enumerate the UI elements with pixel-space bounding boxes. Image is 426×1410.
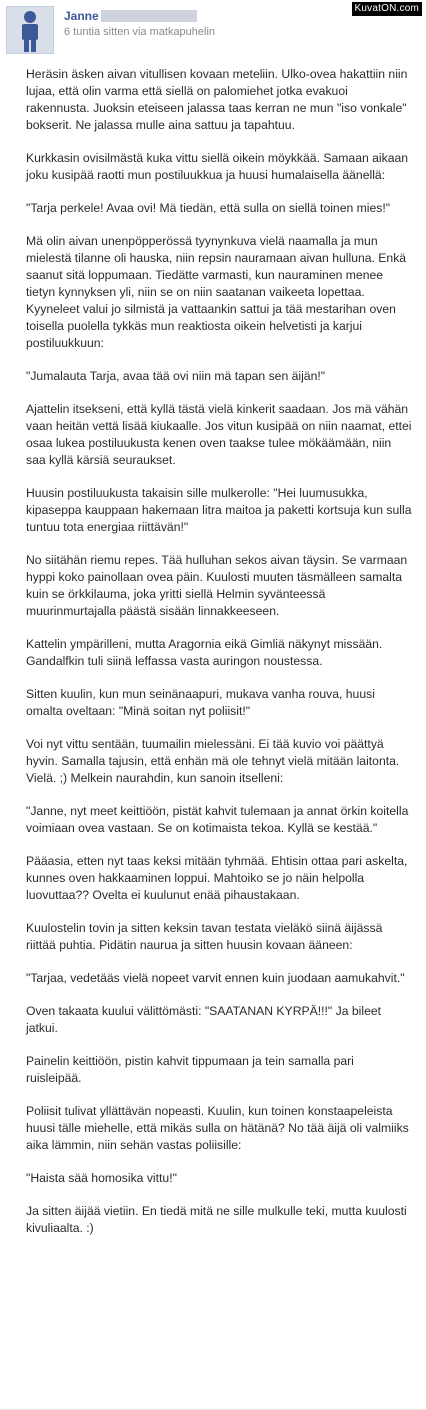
default-silhouette-icon	[7, 7, 53, 53]
avatar[interactable]	[6, 6, 54, 54]
post-paragraph: Huusin postiluukusta takaisin sille mulkerolle: "Hei luumusukka, kipaseppa kauppaan hakemaan litra maitoa ja paketti kortsuja kun sulla tuntuu tota energiaa riittävän!"	[26, 486, 412, 534]
post-paragraph: "Tarja perkele! Avaa ovi! Mä tiedän, että sulla on siellä toinen mies!"	[26, 201, 391, 215]
post-paragraph: Ajattelin itsekseni, että kyllä tästä vielä kinkerit saadaan. Jos mä vähän vaan heitän vettä lisää kiukaalle. Jos vitun kusipää on niin naamat, ettei osaa lukea postiluukusta kenen oven taakse tulee mökäämään, niin saa kyllä kärsiä seuraukset.	[26, 402, 412, 467]
post-paragraph: No siitähän riemu repes. Tää hulluhan sekos aivan täysin. Se varmaan hyppi koko painollaan ovea päin. Kuulosti muuten täsmälleen samalta kuin se örkkilauma, joka yritti siellä Helmin syvänteessä muurinmurtajalla päästä sisään linnakkeeseen.	[26, 553, 408, 618]
post-paragraph: Heräsin äsken aivan vitullisen kovaan meteliin. Ulko-ovea hakattiin niin lujaa, että olin varma että siellä on palomiehet jotka evakuoi rakennusta. Juoksin eteiseen jalassa taas kerran ne mun "iso vonkale" bokserit. Ne jalassa mulle aina sattuu ja tapahtuu.	[26, 67, 408, 132]
post-paragraph: Oven takaata kuului välittömästi: "SAATANAN KYRPÄ!!!" Ja bileet jatkui.	[26, 1004, 382, 1035]
post-paragraph: Voi nyt vittu sentään, tuumailin mielessäni. Ei tää kuvio voi päättyä hyvin. Samalla tajusin, että enhän mä ole tehnyt vielä mitään laitonta. Vielä. ;) Melkein naurahdin, kun sanoin itselleni:	[26, 737, 400, 785]
redacted-surname	[101, 10, 197, 22]
post-paragraph: Painelin keittiöön, pistin kahvit tippumaan ja tein samalla pari ruisleipää.	[26, 1054, 354, 1085]
post-paragraph: Kattelin ympärilleni, mutta Aragornia eikä Gimliä näkynyt missään. Gandalfkin tuli siinä leffassa vasta auringon noustessa.	[26, 637, 383, 668]
post-paragraph: Ja sitten äijää vietiin. En tiedä mitä ne sille mulkulle teki, mutta kuulosti kivuliaalta. :)	[26, 1204, 407, 1235]
author-name-link[interactable]: Janne	[64, 9, 99, 23]
post-header	[0, 0, 426, 60]
post-paragraph: "Jumalauta Tarja, avaa tää ovi niin mä tapan sen äijän!"	[26, 369, 326, 383]
post-paragraph: "Haista sää homosika vittu!"	[26, 1171, 177, 1185]
author-row	[64, 8, 197, 24]
post-body	[26, 66, 412, 1253]
post-paragraph: Mä olin aivan unenpöpperössä tyynynkuva vielä naamalla ja mun mielestä tilanne oli hauska, niin repsin nauramaan aivan hulluna. Enkä saanut sitä loppumaan. Tiedätte varmasti, kun nauraminen menee tietyn kynnyksen yli, niin se on niin saatanan vaikeeta lopettaa. Kyyneleet valui jo silmistä ja vattaankin sattui ja tää mestarihan oven toisella puolella tykkäs mun reaktiosta oikein helvetisti ja karjui postiluukkuun:	[26, 234, 407, 350]
post-paragraph: Poliisit tulivat yllättävän nopeasti. Kuulin, kun toinen konstaapeleista huusi tälle miehelle, että mikäs sulla on hätänä? No tää äijä oli valmiiks aika lämmin, niin sehän vastas poliisille:	[26, 1104, 409, 1152]
watermark-logo: KuvatON.com	[352, 2, 422, 16]
post-paragraph: Sitten kuulin, kun mun seinänaapuri, mukava vanha rouva, huusi omalta oveltaan: "Minä soitan nyt poliisit!"	[26, 687, 375, 718]
post-paragraph: Pääasia, etten nyt taas keksi mitään tyhmää. Ehtisin ottaa pari askelta, kunnes oven hakkaaminen loppui. Mahtoiko se jo näin helpolla luovuttaa?? Ovelta ei kuulunut enää pihaustakaan.	[26, 854, 408, 902]
post-timestamp[interactable]: 6 tuntia sitten via matkapuhelin	[64, 26, 216, 38]
post-paragraph: "Tarjaa, vedetääs vielä nopeet varvit ennen kuin juodaan aamukahvit."	[26, 971, 405, 985]
post-paragraph: Kurkkasin ovisilmästä kuka vittu siellä oikein möykkää. Samaan aikaan joku kusipää raotti mun postiluukkua ja huusi humalaisella äänellä:	[26, 151, 409, 182]
post-paragraph: "Janne, nyt meet keittiöön, pistät kahvit tulemaan ja annat örkin koitella voimiaan ovea vastaan. Se on kotimaista tekoa. Kyllä se kestää."	[26, 804, 409, 835]
post-paragraph: Kuulostelin tovin ja sitten keksin tavan testata vieläkö siinä äijässä riittää puhtia. Pidätin naurua ja sitten huusin kovaan ääneen:	[26, 921, 383, 952]
